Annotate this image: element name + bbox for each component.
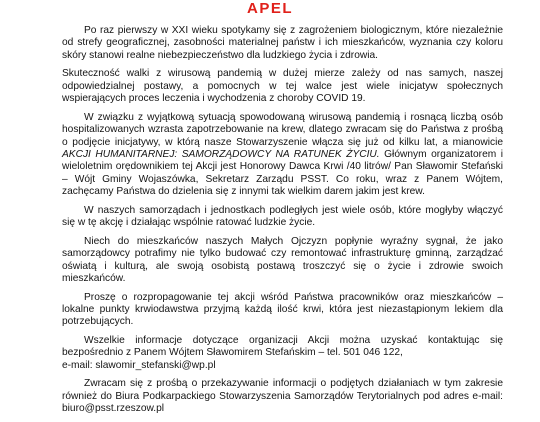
paragraph-3-text-before: W związku z wyjątkową sytuacją spowodowaną wirusową pandemią i rosnącą liczbą osób hospitalizowanych wzrasta zapotrzebowanie na krew, dlatego zwracam się do Państwa z prośbą o podjęcie inicjatywy, w którą nasze Stowarzyszenie włącza się już od kilku lat, a mianowicie [62,111,503,148]
paragraph-3 [62,112,503,199]
paragraph-3-text-after: Głównym organizatorem i wieloletnim orędownikiem tej Akcji jest Honorowy Dawca Krwi /40 litrów/ Pan Sławomir Stefański – Wójt Gminy Wojaszówka, Sekretarz Zarządu PSST. Co roku, wraz z Panem Wójtem, zachęcamy Państwa do dzielenia się z innymi tak wielkim darem jakim jest krew. [62,149,503,198]
paragraph-5: Niech do mieszkańców naszych Małych Ojczyzn popłynie wyraźny sygnał, że jako samorządowcy potrafimy nie tylko budować czy remontować infrastrukturę gminną, zarządzać oświatą i kulturą, ale swoją osobistą postawą troszczyć się o życie i zdrowie swoich mieszkańców. [62,235,503,285]
paragraph-2: Skuteczność walki z wirusową pandemią w dużej mierze zależy od nas samych, naszej odpowiedzialnej postawy, a pomocnych w tej walce jest wiele inicjatyw społecznych wspierających proces leczenia i wychodzenia z choroby COVID 19. [62,68,503,105]
paragraph-1: Po raz pierwszy w XXI wieku spotykamy się z zagrożeniem biologicznym, które niezależnie od strefy geograficznej, zasobności materialnej państw i ich mieszkańców, wyznania czy koloru skóry stanowi realne niebezpieczeństwo dla ludzkiego życia i zdrowia. [62,25,503,61]
document-body [62,25,503,422]
contact-email: e-mail: slawomir_stefanski@wp.pl [62,359,216,371]
contact-text: Wszelkie informacje dotyczące organizacji Akcji można uzyskać kontaktując się bezpośrednio z Panem Wójtem Sławomirem Stefańskim – tel. 501 046 122, [62,335,503,359]
paragraph-6: Proszę o rozpropagowanie tej akcji wśród Państwa pracowników oraz mieszkańców – lokalne punkty krwiodawstwa przyjmą każdą ilość krwi, która jest niezastąpionym lekiem dla potrzebujących. [62,291,503,328]
campaign-name: AKCJI HUMANITARNEJ: SAMORZĄDOWCY NA RATUNEK ŻYCIU. [62,149,380,161]
document-title: APEL [246,0,293,17]
paragraph-7 [62,335,503,372]
paragraph-8: Zwracam się z prośbą o przekazywanie informacji o podjętych działaniach w tym zakresie również do Biura Podkarpackiego Stowarzyszenia Samorządów Terytorialnych pod adres e-mail: biuro@psst.rzeszow.pl [62,378,503,415]
paragraph-4: W naszych samorządach i jednostkach podległych jest wiele osób, które mogłyby włączyć się w tę akcję i działając wspólnie ratować ludzkie życie. [62,204,503,229]
